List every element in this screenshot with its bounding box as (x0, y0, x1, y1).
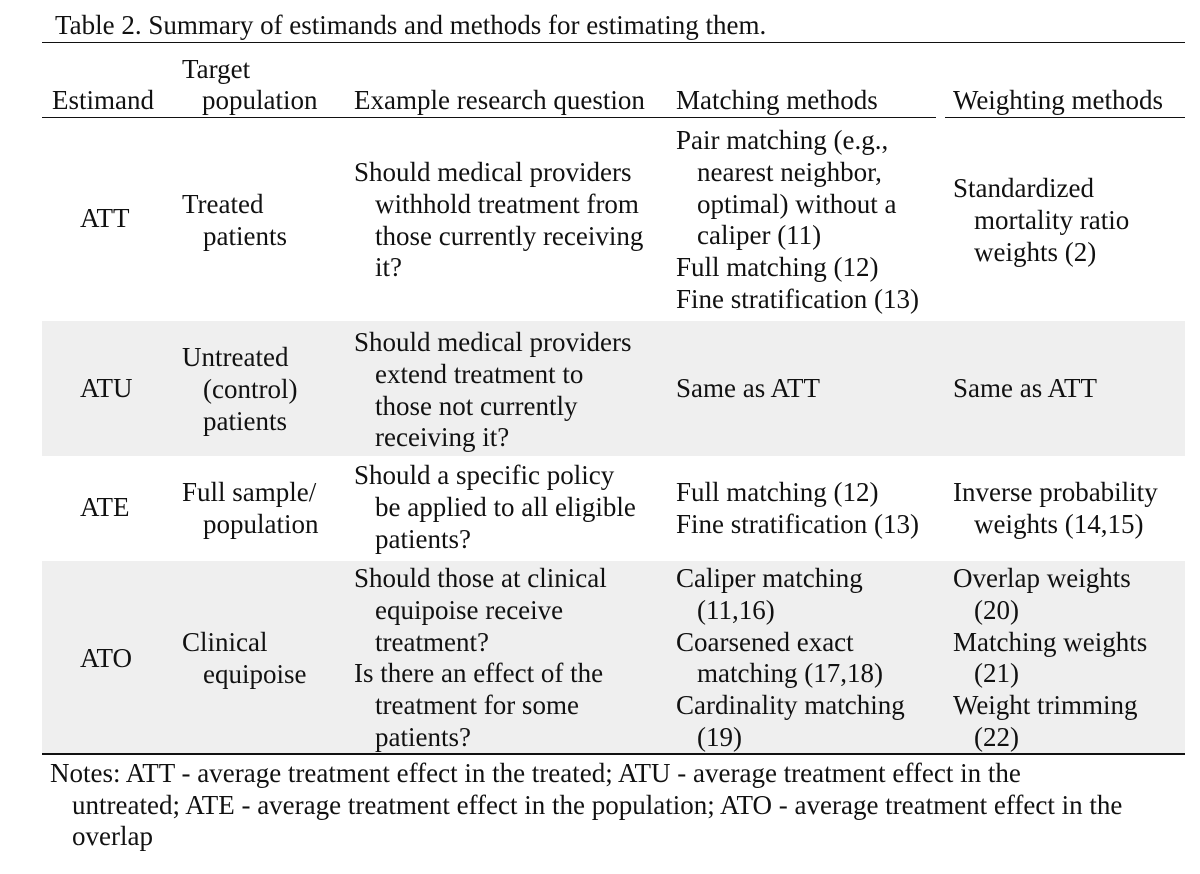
header-matching: Matching methods (676, 85, 878, 115)
cell-target-ato: Clinical equipoise (182, 627, 307, 689)
top-rule (42, 42, 1185, 43)
header-question: Example research question (354, 85, 645, 115)
bottom-rule (42, 753, 1185, 755)
estimand-label: ATU (80, 373, 133, 403)
header-rule-left (42, 117, 936, 118)
cell-weighting-ate: Inverse probability weights (14,15) (953, 477, 1158, 539)
cell-question-att: Should medical providers withhold treatment from those currently receiving it? (354, 157, 644, 283)
cell-question-ato: Should those at clinical equipoise receive treatment? Is there an effect of the treatment for some patients? (354, 563, 607, 752)
cell-estimand-ate (80, 492, 130, 524)
estimand-label: ATE (80, 492, 130, 522)
estimand-label: ATO (80, 643, 133, 673)
cell-weighting-atu: Same as ATT (953, 373, 1097, 403)
cell-target-ate: Full sample/ population (182, 477, 319, 539)
cell-estimand-att (80, 203, 130, 235)
header-rule-right (945, 117, 1185, 118)
table-notes: Notes: ATT - average treatment effect in the treated; ATU - average treatment effect in the untreated; ATE - average treatment effect in the population; ATO - average treatment effect in the overlap (50, 758, 1123, 851)
header-estimand: Estimand (52, 85, 154, 115)
header-weighting: Weighting methods (953, 85, 1164, 115)
cell-matching-att: Pair matching (e.g., nearest neighbor, optimal) without a caliper (11) Full matching (12) Fine stratification (13) (676, 125, 919, 314)
header-target-line1: Target (182, 54, 251, 84)
cell-question-ate: Should a specific policy be applied to all eligible patients? (354, 460, 636, 554)
cell-question-atu: Should medical providers extend treatment to those not currently receiving it? (354, 327, 632, 453)
cell-matching-atu: Same as ATT (676, 373, 820, 403)
cell-weighting-ato: Overlap weights (20) Matching weights (21) Weight trimming (22) (953, 563, 1148, 752)
cell-estimand-ato (80, 643, 132, 675)
cell-matching-ate: Full matching (12) Fine stratification (13) (676, 477, 919, 539)
cell-matching-ato: Caliper matching (11,16) Coarsened exact matching (17,18) Cardinality matching (19) (676, 563, 905, 752)
estimand-label: ATT (80, 203, 130, 233)
table-caption: Table 2. Summary of estimands and methods for estimating them. (55, 10, 767, 40)
cell-target-atu: Untreated (control) patients (182, 342, 298, 436)
cell-target-att: Treated patients (182, 189, 287, 251)
cell-estimand-atu (80, 373, 133, 405)
cell-weighting-att: Standardized mortality ratio weights (2) (953, 173, 1130, 267)
header-target-line2: population (202, 85, 318, 115)
